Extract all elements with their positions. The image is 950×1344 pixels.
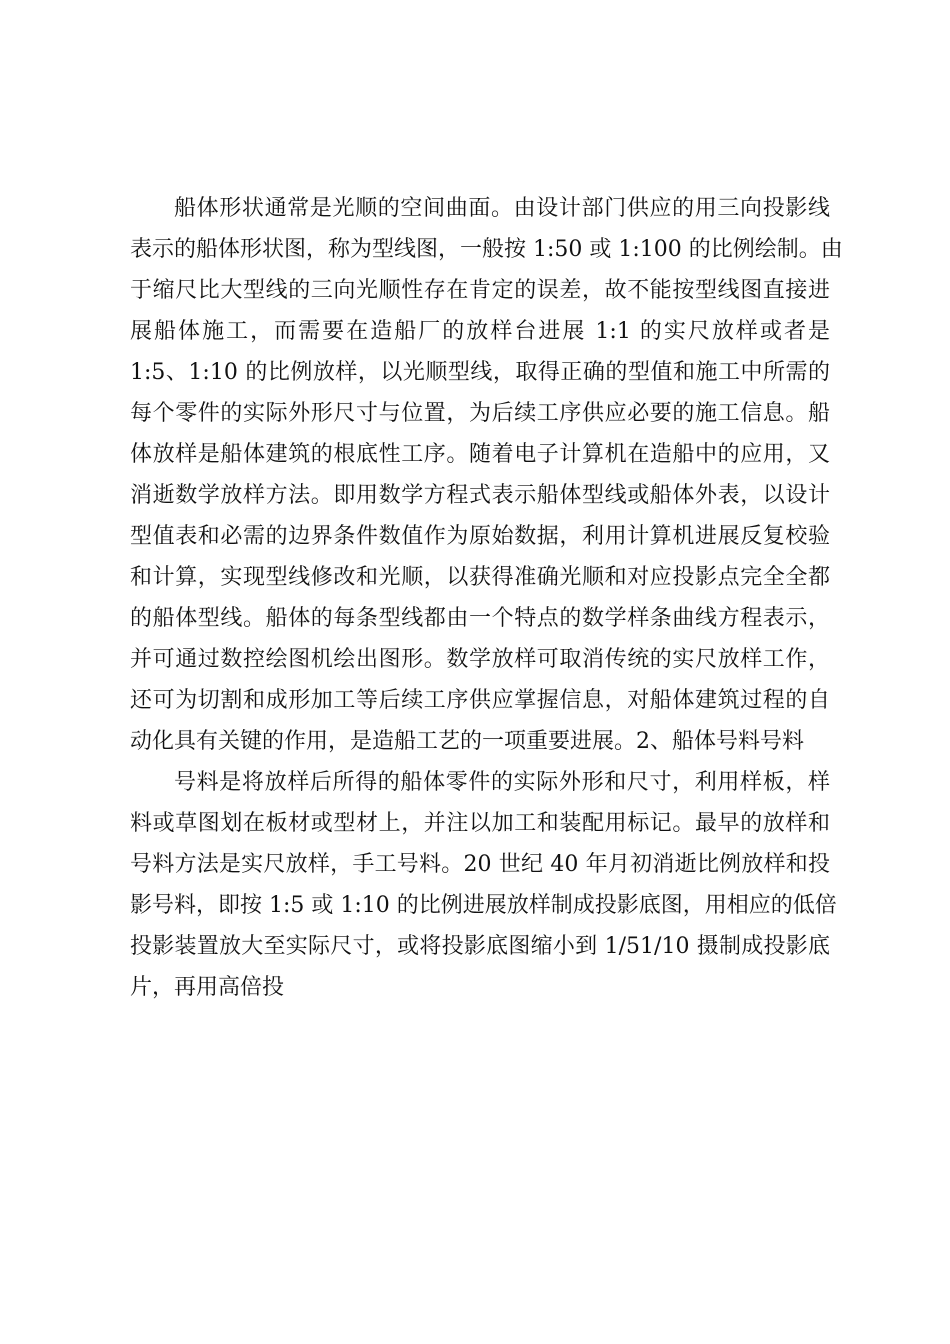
text-line: 并可通过数控绘图机绘出图形。数学放样可取消传统的实尺放样工作， <box>130 647 830 672</box>
text-line: 号料方法是实尺放样，手工号料。20 世纪 40 年月初消逝比例放样和投 <box>130 852 830 877</box>
text-line: 料或草图划在板材或型材上，并注以加工和装配用标记。最早的放样和 <box>130 811 830 836</box>
text-line: 于缩尺比大型线的三向光顺性存在肯定的误差，故不能按型线图直接进 <box>130 278 830 303</box>
text-line: 船体形状通常是光顺的空间曲面。由设计部门供应的用三向投影线 <box>174 196 830 221</box>
text-line: 还可为切割和成形加工等后续工序供应掌握信息，对船体建筑过程的自 <box>130 688 830 713</box>
text-line: 展船体施工，而需要在造船厂的放样台进展 1:1 的实尺放样或者是 <box>130 319 830 344</box>
text-line: 投影装置放大至实际尺寸，或将投影底图缩小到 1/51/10 摄制成投影底 <box>130 934 830 959</box>
text-line: 体放样是船体建筑的根底性工序。随着电子计算机在造船中的应用，又 <box>130 442 830 467</box>
text-line: 号料是将放样后所得的船体零件的实际外形和尺寸，利用样板，样 <box>174 770 830 795</box>
document-body <box>130 188 843 1008</box>
paragraph-1 <box>130 188 843 762</box>
text-line: 和计算，实现型线修改和光顺，以获得准确光顺和对应投影点完全全都 <box>130 565 830 590</box>
text-line: 消逝数学放样方法。即用数学方程式表示船体型线或船体外表，以设计 <box>130 483 830 508</box>
paragraph-2 <box>130 762 837 1008</box>
text-line: 表示的船体形状图，称为型线图，一般按 1:50 或 1:100 的比例绘制。由 <box>130 237 843 262</box>
text-line: 1:5、1:10 的比例放样，以光顺型线，取得正确的型值和施工中所需的 <box>130 360 830 385</box>
text-line: 片，再用高倍投 <box>130 975 285 1000</box>
text-line: 每个零件的实际外形尺寸与位置，为后续工序供应必要的施工信息。船 <box>130 401 830 426</box>
text-line: 型值表和必需的边界条件数值作为原始数据，利用计算机进展反复校验 <box>130 524 830 549</box>
text-line: 动化具有关键的作用，是造船工艺的一项重要进展。2、船体号料号料 <box>130 729 804 754</box>
text-line: 的船体型线。船体的每条型线都由一个特点的数学样条曲线方程表示， <box>130 606 830 631</box>
text-line: 影号料，即按 1:5 或 1:10 的比例进展放样制成投影底图，用相应的低倍 <box>130 893 837 918</box>
